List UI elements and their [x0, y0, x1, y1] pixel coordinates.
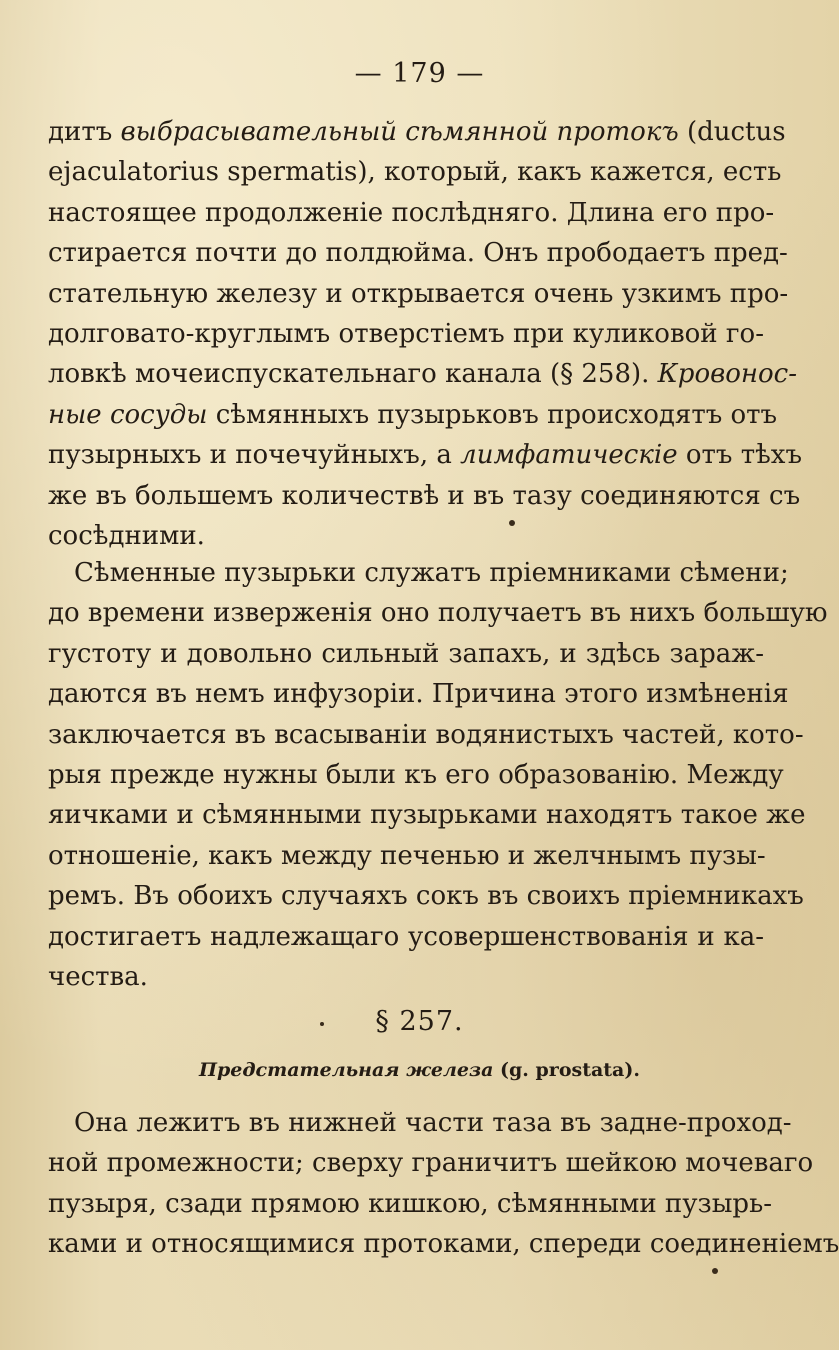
text-line — [48, 516, 764, 556]
text-run: отъ тѣхъ — [677, 440, 802, 471]
text-line — [48, 755, 784, 795]
text-run: (ductus — [678, 117, 786, 147]
text-line — [48, 1224, 839, 1264]
text-line — [48, 836, 764, 876]
ink-speck — [712, 1268, 718, 1274]
paragraph-prostate — [48, 1103, 839, 1265]
text-run: дитъ — [48, 117, 121, 147]
italic-term: Кровонос- — [657, 359, 798, 390]
text-line — [48, 274, 789, 314]
text-line — [48, 1184, 773, 1224]
text-run: даются въ немъ инфузоріи. Причина этого измѣненія — [48, 679, 789, 710]
paragraph-seminal-vesicles-function — [48, 553, 828, 997]
text-line — [48, 476, 801, 516]
text-line — [48, 112, 786, 152]
text-run: Она лежитъ въ нижней части таза въ задне-проход- — [74, 1108, 792, 1138]
text-run: ejaculatorius spermatis), который, какъ кажется, есть — [48, 157, 782, 188]
section-title-main: Предстательная железа — [199, 1059, 494, 1081]
text-line — [48, 1143, 814, 1183]
section-title-latin: (g. prostata). — [493, 1059, 640, 1081]
text-run: отношеніе, какъ между печенью и желчнымъ пузы- — [48, 840, 766, 871]
text-run: сѣмянныхъ пузырьковъ происходятъ отъ — [207, 399, 778, 430]
text-run: пузырныхъ и почечуйныхъ, а — [48, 440, 461, 471]
text-run: настоящее продолженіе послѣдняго. Длина его про- — [48, 197, 775, 228]
text-run: стательную железу и открывается очень узкимъ про- — [48, 278, 789, 309]
text-line — [48, 876, 804, 916]
text-run: долговато-круглымъ отверстіемъ при куликовой го- — [48, 318, 764, 349]
text-line — [48, 314, 764, 354]
text-line — [48, 715, 804, 755]
text-run: стирается почти до полдюйма. Онъ прободаетъ пред- — [48, 238, 788, 269]
text-line — [48, 795, 806, 835]
page-number: — 179 — — [354, 58, 485, 89]
text-line — [48, 435, 802, 475]
text-run: сосѣдними. — [48, 520, 205, 551]
italic-term: выбрасывательный сѣмянной протокъ — [120, 117, 679, 147]
text-line — [48, 634, 764, 674]
text-run: рыя прежде нужны были къ его образованію. Между — [48, 759, 784, 790]
text-line — [48, 354, 798, 394]
text-run: густоту и довольно сильный запахъ, и здѣсь зараж- — [48, 638, 764, 669]
text-line — [48, 193, 775, 233]
text-line — [48, 553, 789, 593]
text-run: чества. — [48, 961, 148, 992]
text-line — [48, 957, 764, 997]
text-run: же въ большемъ количествѣ и въ тазу соединяются съ — [48, 480, 801, 511]
italic-term: лимфатическіе — [460, 440, 678, 471]
section-title — [0, 1059, 839, 1081]
text-run: яичками и сѣмянными пузырьками находятъ такое же — [48, 800, 806, 831]
text-run: пузыря, сзади прямою кишкою, сѣмянными пузырь- — [48, 1188, 773, 1219]
text-run: заключается въ всасываніи водянистыхъ частей, кото- — [48, 719, 804, 750]
ink-speck — [509, 520, 515, 526]
ink-speck — [320, 1022, 324, 1026]
text-line — [48, 395, 778, 435]
paragraph-seminal-duct — [48, 112, 802, 556]
italic-term: ные сосуды — [48, 399, 208, 430]
text-run: Сѣменные пузырьки служатъ пріемниками сѣмени; — [74, 558, 789, 588]
section-number: § 257. — [375, 1006, 464, 1037]
text-line — [48, 593, 828, 633]
text-run: ками и относящимися протоками, спереди соединеніемъ — [48, 1229, 839, 1260]
text-line — [48, 917, 764, 957]
text-line — [48, 1103, 792, 1143]
text-run: достигаетъ надлежащаго усовершенствованія и ка- — [48, 921, 764, 952]
text-run: ной промежности; сверху граничитъ шейкою мочеваго — [48, 1148, 814, 1179]
text-run: до времени изверженія оно получаетъ въ нихъ большую — [48, 598, 828, 629]
text-line — [48, 152, 782, 192]
text-line — [48, 233, 788, 273]
text-run: ремъ. Въ обоихъ случаяхъ сокъ въ своихъ пріемникахъ — [48, 881, 804, 912]
text-line — [48, 674, 789, 714]
text-run: ловкѣ мочеиспускательнаго канала (§ 258). — [48, 359, 658, 390]
